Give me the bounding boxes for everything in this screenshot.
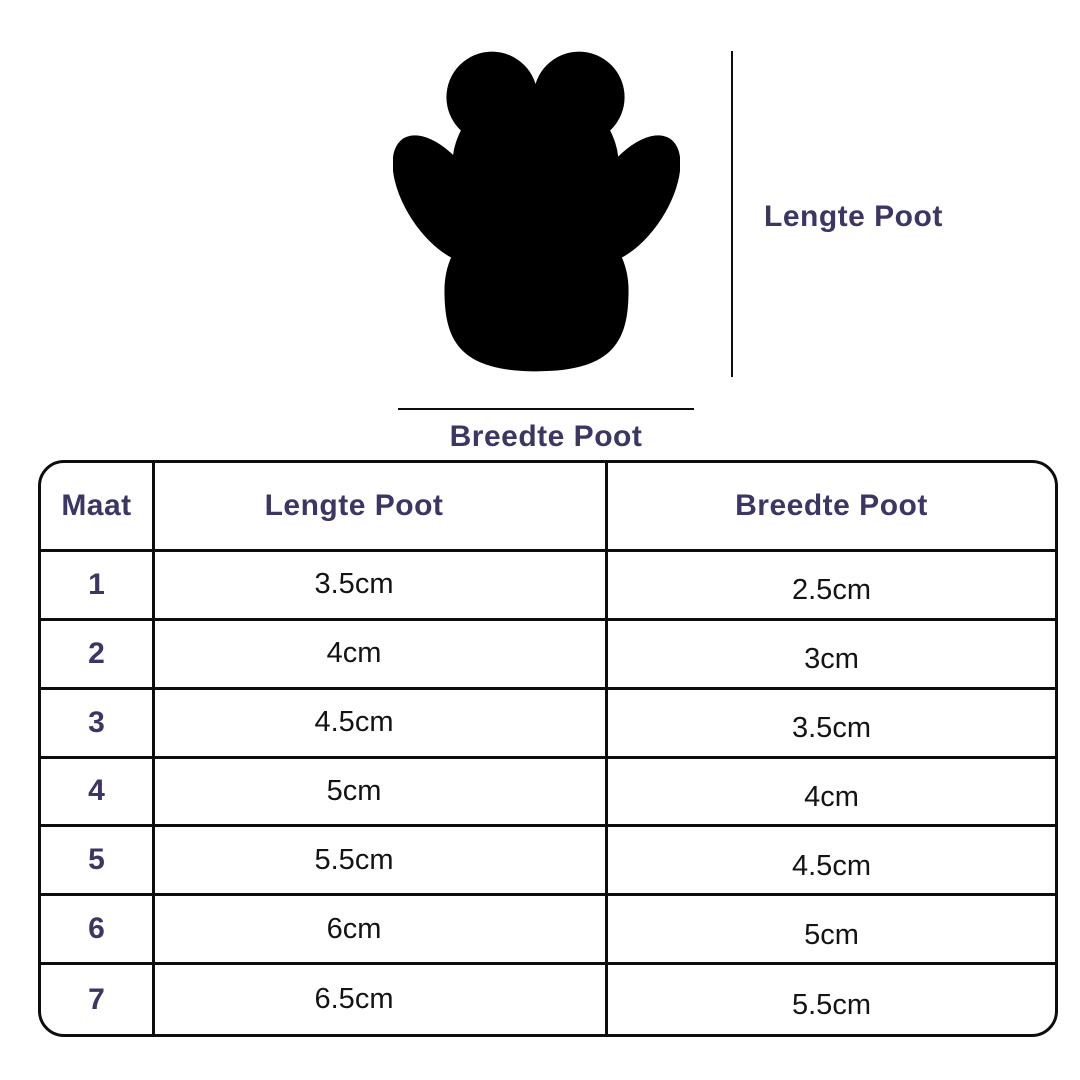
table-row-cell-maat: [41, 965, 155, 1034]
lengte-value: 3.5cm: [314, 568, 394, 601]
table-row-cell-breedte: [608, 759, 1055, 828]
header-cell-maat: [41, 463, 155, 552]
maat-value: 7: [88, 982, 105, 1016]
breedte-value: 5cm: [804, 918, 859, 951]
table-row-cell-maat: [41, 621, 155, 690]
table-row-cell-breedte: [608, 965, 1055, 1034]
table-row-cell-maat: [41, 827, 155, 896]
maat-value: 4: [88, 774, 105, 808]
width-measure-line: [398, 408, 694, 410]
table-row-cell-lengte: [155, 552, 608, 621]
table-row-cell-maat: [41, 690, 155, 759]
table-row-cell-breedte: [608, 690, 1055, 759]
maat-value: 5: [88, 843, 105, 877]
table-row-cell-lengte: [155, 965, 608, 1034]
width-label: Breedte Poot: [449, 420, 643, 453]
breedte-value: 2.5cm: [792, 574, 871, 607]
breedte-value: 3.5cm: [792, 712, 871, 745]
lengte-value: 5cm: [326, 774, 382, 807]
lengte-value: 6cm: [326, 912, 382, 945]
breedte-value: 4.5cm: [792, 849, 871, 882]
maat-value: 6: [88, 912, 105, 946]
maat-value: 1: [88, 567, 105, 601]
lengte-value: 6.5cm: [314, 983, 394, 1016]
header-cell-lengte: [155, 463, 608, 552]
size-table: [38, 460, 1058, 1037]
maat-value: 3: [88, 705, 105, 739]
table-row-cell-maat: [41, 552, 155, 621]
length-label: Lengte Poot: [764, 200, 943, 233]
breedte-value: 4cm: [804, 780, 859, 813]
breedte-value: 3cm: [804, 643, 859, 676]
table-row-cell-breedte: [608, 621, 1055, 690]
paw-print-icon: [393, 50, 680, 373]
table-row-cell-lengte: [155, 759, 608, 828]
table-row-cell-lengte: [155, 896, 608, 965]
header-label-maat: Maat: [61, 489, 132, 522]
table-row-cell-lengte: [155, 690, 608, 759]
length-measure-line: [731, 51, 733, 377]
table-row-cell-breedte: [608, 896, 1055, 965]
maat-value: 2: [88, 636, 105, 670]
table-row-cell-maat: [41, 759, 155, 828]
table-row-cell-lengte: [155, 827, 608, 896]
header-cell-breedte: [608, 463, 1055, 552]
table-row-cell-breedte: [608, 552, 1055, 621]
header-label-lengte: Lengte Poot: [264, 489, 444, 522]
header-label-breedte: Breedte Poot: [735, 489, 928, 522]
lengte-value: 4cm: [326, 637, 382, 670]
table-row-cell-breedte: [608, 827, 1055, 896]
breedte-value: 5.5cm: [792, 989, 871, 1022]
lengte-value: 5.5cm: [314, 843, 394, 876]
table-row-cell-lengte: [155, 621, 608, 690]
lengte-value: 4.5cm: [314, 706, 394, 739]
table-row-cell-maat: [41, 896, 155, 965]
